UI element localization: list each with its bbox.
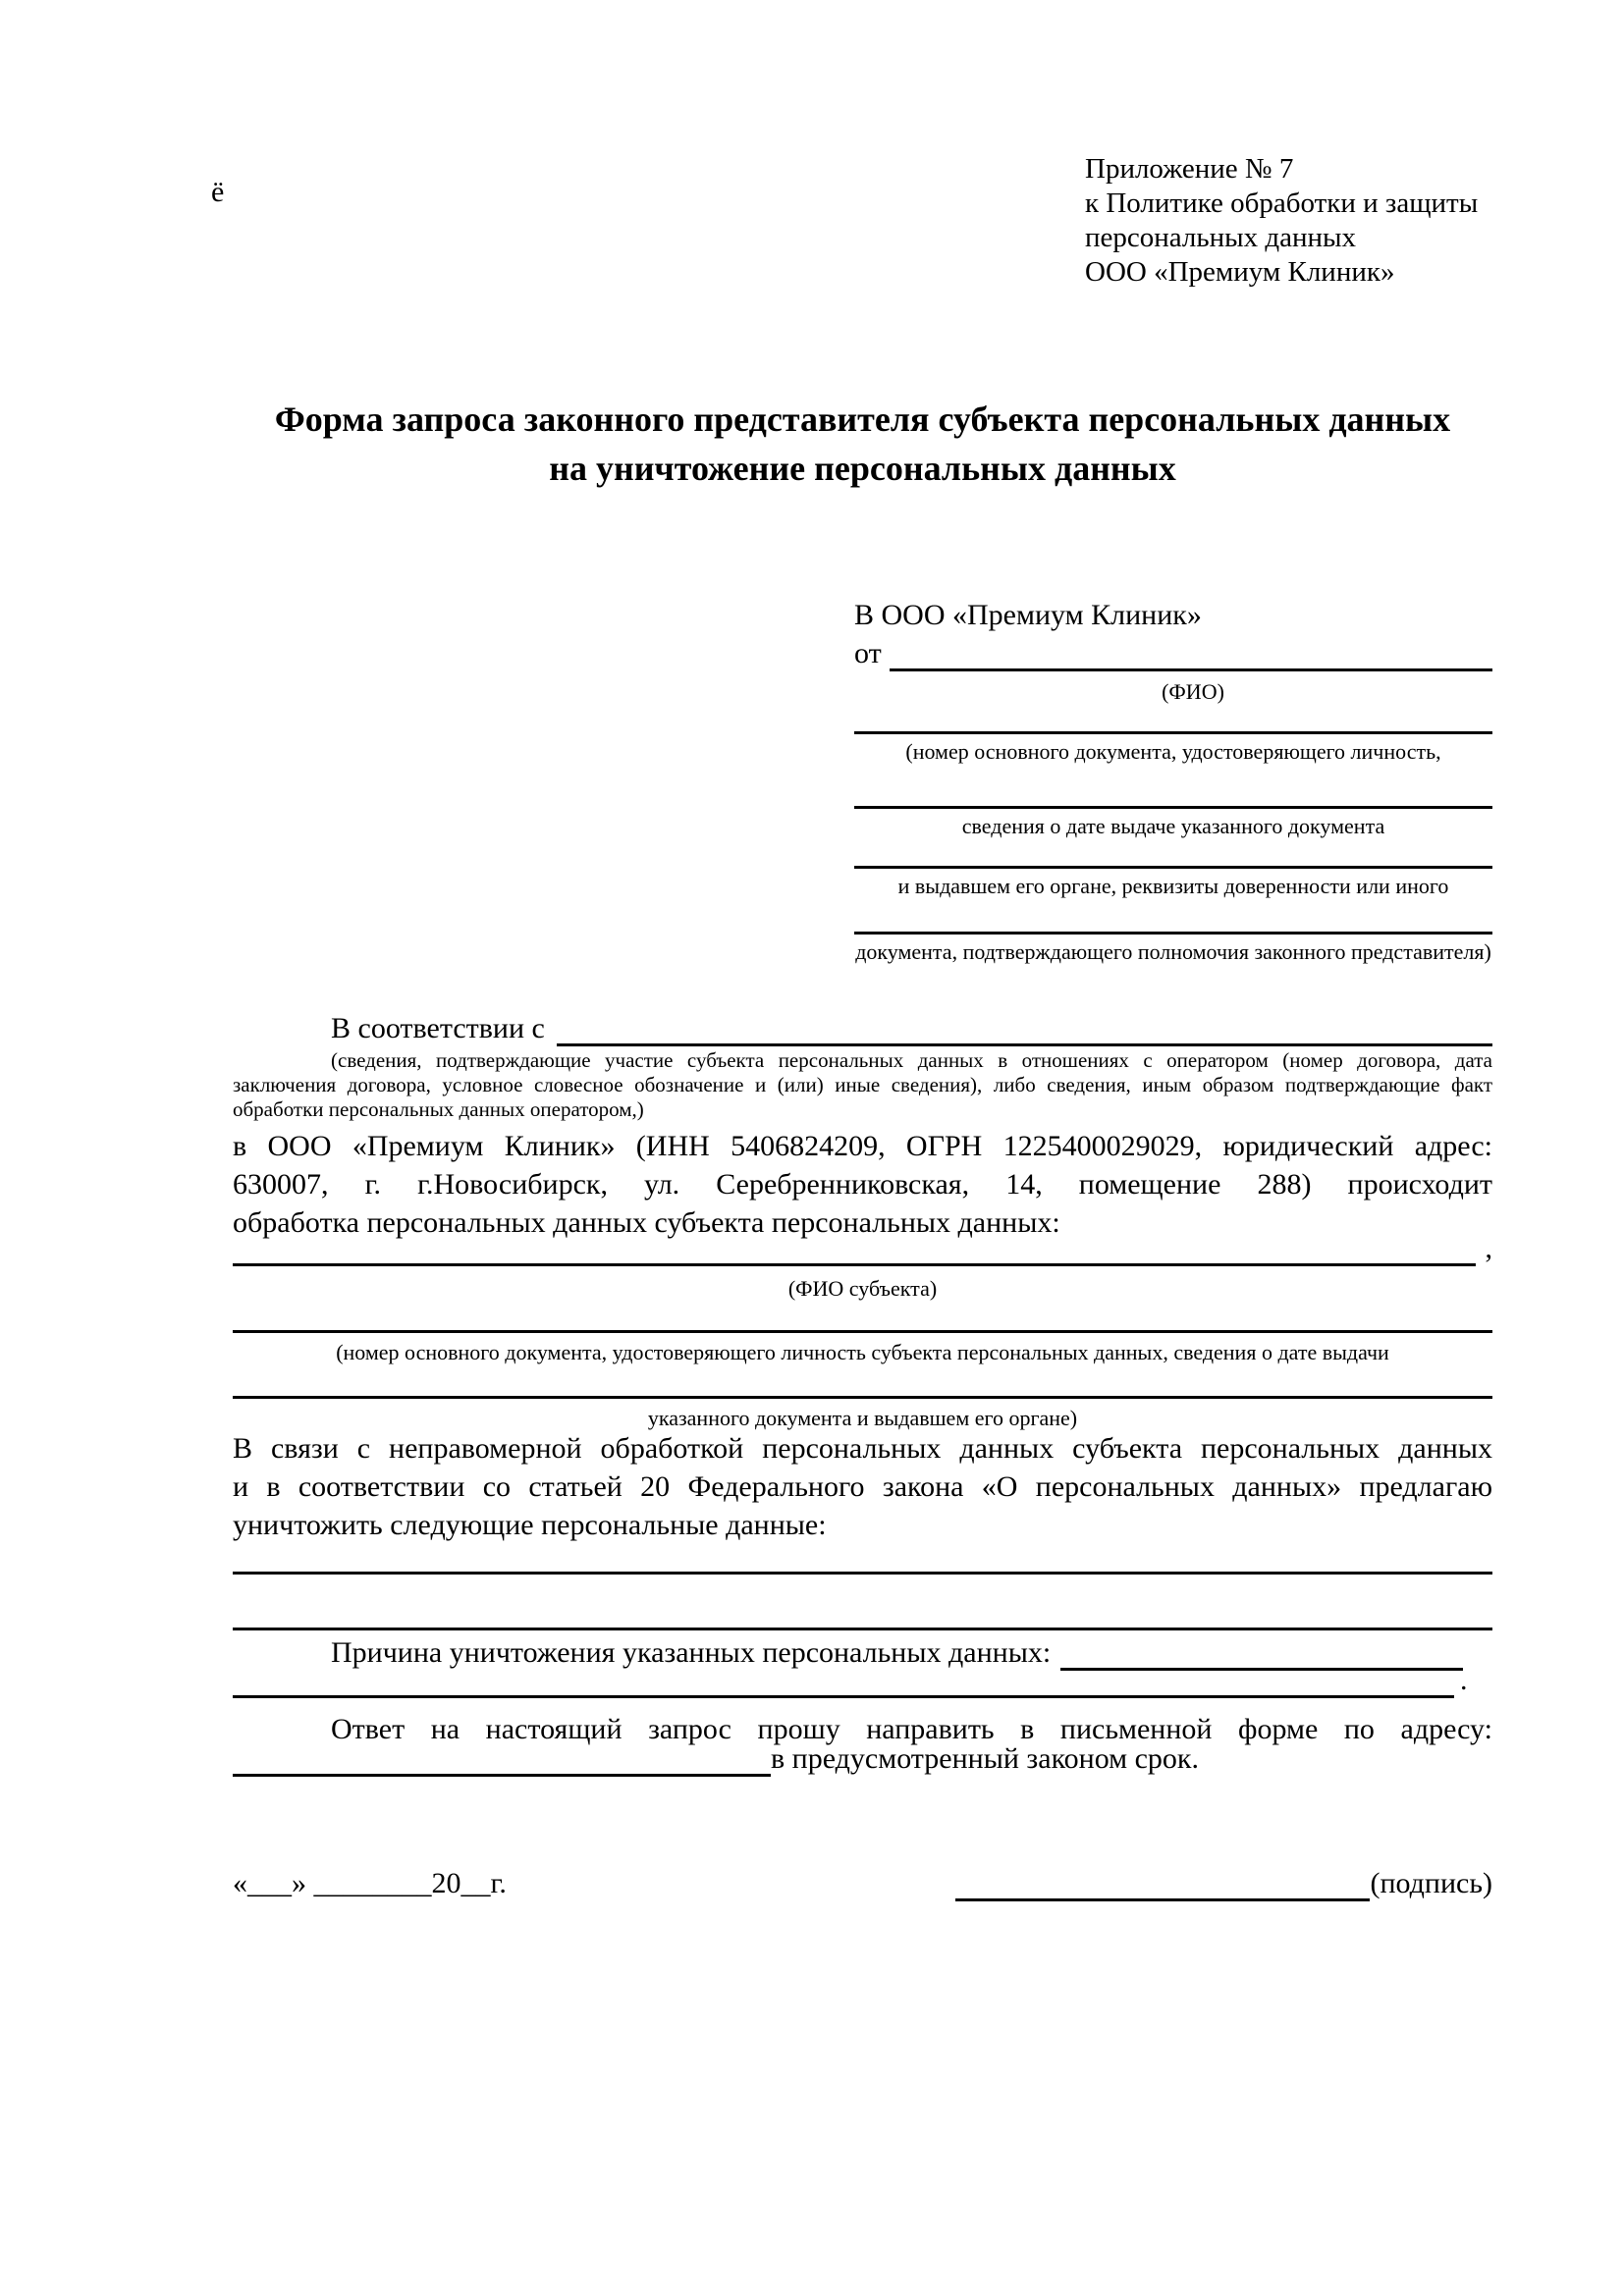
operator-line-1: в ООО «Премиум Клиник» (ИНН 5406824209, ОГРН 1225400029029, юридический адрес: [233,1130,1492,1162]
subject-doc-caption-1: (номер основного документа, удостоверяющего личность субъекта персональных данных, сведения о дате выдачи [336,1340,1389,1364]
reason-line[interactable] [1060,1632,1463,1671]
appendix-header [1085,152,1478,290]
subject-doc-line-1[interactable] [233,1330,1492,1333]
destroy-line-2: и в соответствии со статьей 20 Федерального закона «О персональных данных» предлагаю [233,1470,1492,1503]
rep-doc-line-4[interactable] [854,932,1492,934]
operator-line-3: обработка персональных данных субъекта персональных данных: [233,1206,1060,1239]
reply-tail: в предусмотренный законом срок. [771,1742,1199,1775]
subject-fio-caption: (ФИО субъекта) [787,1276,938,1301]
reply-address-row [233,1742,1492,1777]
destroy-line-3: уничтожить следующие персональные данные: [233,1509,827,1541]
date-line: «___» ________20__г. [233,1867,507,1899]
accordance-note-line-3: обработки персональных данных оператором,) [233,1097,644,1121]
accordance-note-line-1: (сведения, подтверждающие участие субъекта персональных данных в отношениях с оператором (номер договора, дата [331,1048,1492,1072]
accordance-note-line-2: заключения договора, условное словесное обозначение и (или) иные сведения), либо сведения, иным образом подтверждающие факт [233,1073,1492,1096]
from-label: от [854,637,882,669]
appendix-line-1: Приложение № 7 [1085,153,1294,185]
accordance-line[interactable] [557,1006,1492,1046]
accordance-label: В соответствии с [331,1012,545,1044]
from-name-line[interactable] [890,635,1492,671]
subject-doc-line-2[interactable] [233,1396,1492,1399]
rep-doc-line-3[interactable] [854,866,1492,869]
appendix-line-2: к Политике обработки и защиты [1085,187,1479,219]
destroy-paragraph [233,1429,1492,1544]
data-to-destroy-line-2[interactable] [233,1628,1492,1630]
reason-label: Причина уничтожения указанных персональных данных: [331,1636,1052,1669]
stray-char: ё [211,176,225,208]
operator-line-2: 630007, г. г.Новосибирск, ул. Серебренниковская, 14, помещение 288) происходит [233,1168,1492,1201]
rep-doc-caption-1: (номер основного документа, удостоверяющего личность, [905,739,1441,764]
rep-doc-line-1[interactable] [854,731,1492,734]
address-line[interactable] [233,1744,771,1777]
rep-doc-caption-4: документа, подтверждающего полномочия законного представителя) [855,939,1491,964]
subject-fio-row [233,1232,1492,1266]
reason-row [233,1635,1492,1671]
rep-doc-caption-2: сведения о дате выдаче указанного документа [961,814,1385,838]
operator-paragraph [233,1127,1492,1242]
appendix-line-3: персональных данных [1085,222,1357,253]
form-title-line-1: Форма запроса законного представителя субъекта персональных данных [274,400,1451,439]
rep-doc-caption-3: и выдавшем его органе, реквизиты доверенности или иного [897,874,1449,898]
form-title-line-2: на уничтожение персональных данных [549,449,1176,488]
rep-doc-line-2[interactable] [854,806,1492,809]
accordance-note [233,1048,1492,1122]
fio-caption: (ФИО) [1162,679,1224,704]
signature-caption: (подпись) [1370,1867,1492,1899]
footer-row [233,1868,1492,1901]
subject-fio-line[interactable] [233,1236,1476,1266]
trailing-comma: , [1485,1232,1492,1264]
reply-sentence: Ответ на настоящий запрос прошу направить в письменной форме по адресу: [331,1713,1492,1745]
trailing-period: . [1460,1664,1468,1696]
data-to-destroy-line-1[interactable] [233,1572,1492,1575]
form-title [233,395,1492,493]
signature-line[interactable] [955,1865,1370,1901]
reason-line-2[interactable] [233,1668,1454,1698]
reason-continuation-row [233,1664,1492,1698]
appendix-line-4: ООО «Премиум Клиник» [1085,256,1395,288]
subject-doc-caption-2: указанного документа и выдавшем его органе) [647,1406,1078,1430]
destroy-line-1: В связи с неправомерной обработкой персональных данных субъекта персональных данных [233,1432,1492,1465]
addressee-to: В ООО «Премиум Клиник» [854,599,1202,631]
from-row [854,638,1492,671]
accordance-row [233,1009,1492,1046]
